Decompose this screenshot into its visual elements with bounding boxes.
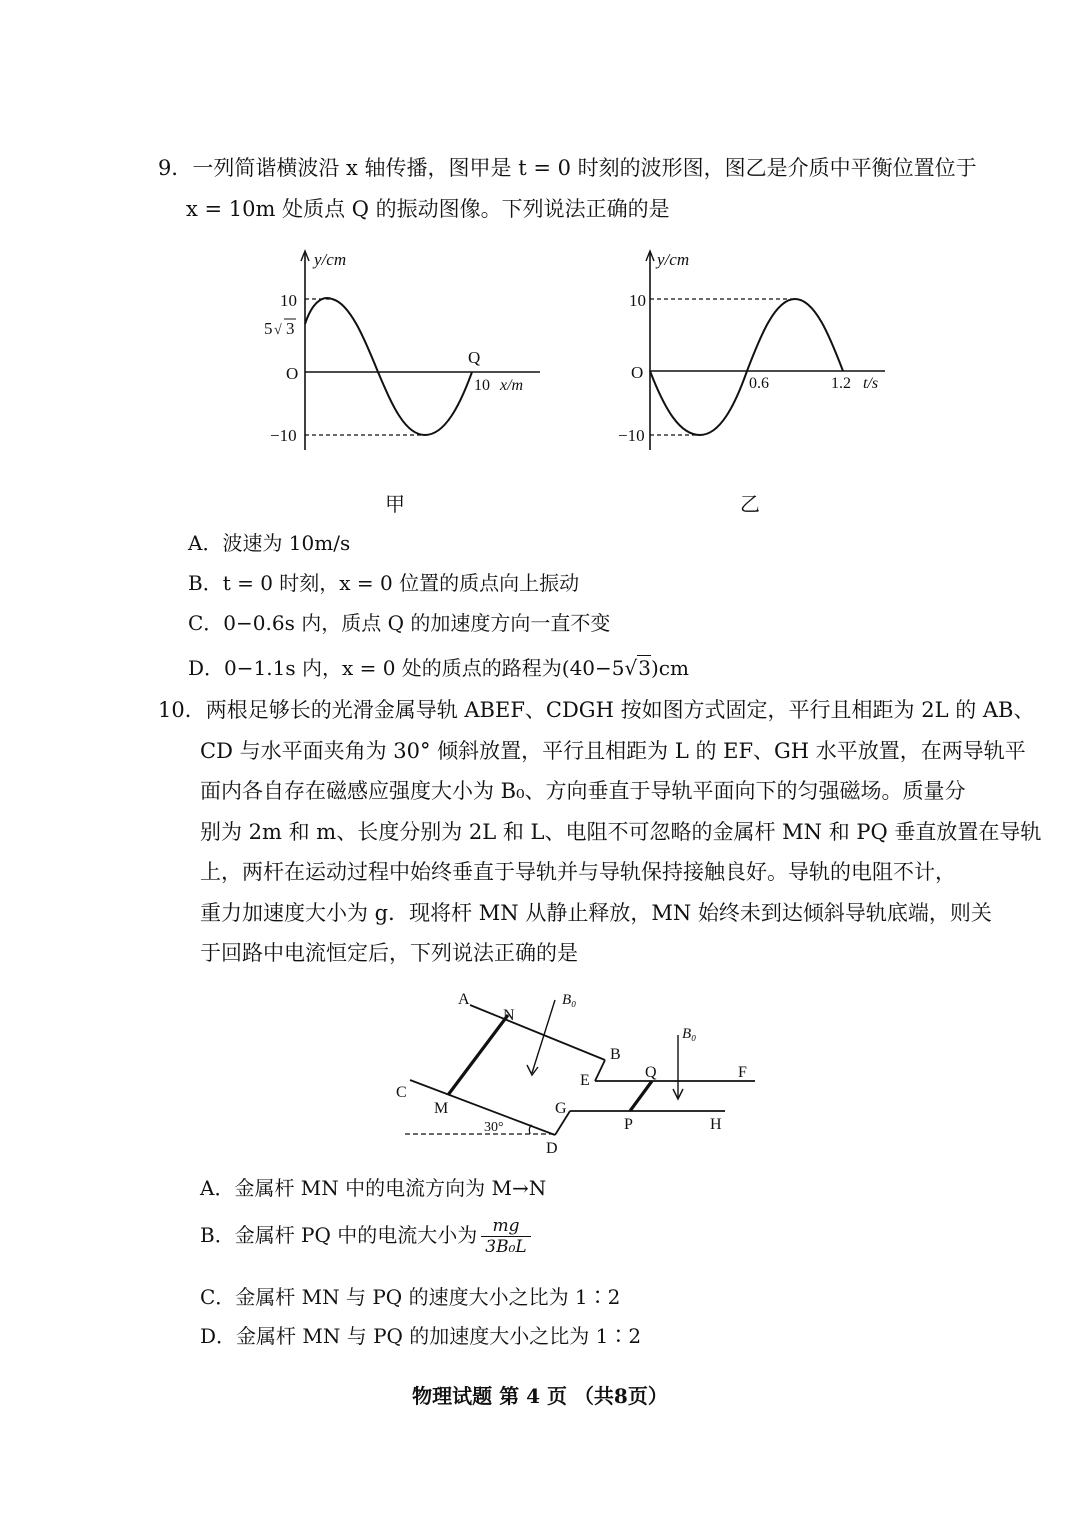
q9-option-b[interactable]: B．t = 0 时刻，x = 0 位置的质点向上振动 [188,571,580,595]
caption-jia: 甲 [385,492,405,516]
q10-stem-line4: 别为 2m 和 m、长度分别为 2L 和 L、电阻不可忽略的金属杆 MN 和 PQ 垂直放置在导轨 [200,820,1042,844]
q10-stem-line2: CD 与水平面夹角为 30° 倾斜放置，平行且相距为 L 的 EF、GH 水平放置，在两导轨平 [200,739,1026,763]
q10-option-d[interactable]: D．金属杆 MN 与 PQ 的加速度大小之比为 1∶2 [200,1324,642,1348]
q10-stem-line3: 面内各自存在磁感应强度大小为 B₀、方向垂直于导轨平面向下的匀强磁场。质量分 [200,779,966,803]
origin-label: O [631,363,644,382]
page-footer: 物理试题 第 4 页 （共8页） [412,1384,668,1408]
label-e: E [580,1072,590,1089]
label-m: M [434,1100,449,1117]
tick-5r3-coef: 5 [264,319,273,338]
label-c: C [396,1084,407,1101]
q10-option-b[interactable]: B．金属杆 PQ 中的电流大小为 $\frac{mg}{\text{3B₀L}}$ [200,1216,531,1257]
tick-12: 1.2 [831,375,851,392]
tick-x10: 10 [474,377,490,394]
rod-pq [630,1081,652,1111]
tick-10: 10 [629,291,646,310]
origin-label: O [286,364,299,383]
q9-stem-line1: 9．一列简谐横波沿 x 轴传播，图甲是 t = 0 时刻的波形图，图乙是介质中平衡位置位于 [158,156,977,180]
caption-yi: 乙 [740,492,760,516]
wave-curve-jia [305,298,472,435]
tick-5r3-rad: 3 [286,319,295,338]
label-angle: 30° [484,1120,504,1135]
tick-06: 0.6 [749,375,769,392]
wave-graph-jia [250,245,550,460]
label-b: B [610,1046,621,1063]
svg-text:√: √ [274,323,282,338]
label-g: G [555,1100,567,1117]
tick-10: 10 [280,291,297,310]
q9-option-d[interactable]: D．0−1.1s 内，x = 0 处的质点的路程为(40−5√3)cm [188,656,689,680]
rail-diagram [390,985,780,1160]
tick-m10: −10 [618,426,645,445]
t-axis-label: t/s [863,375,879,392]
label-b0-right: B₀ [682,1026,697,1042]
fraction: $\frac{mg}{\text{3B₀L}}$ [481,1216,530,1257]
vibration-curve-yi [650,299,843,435]
y-axis-label: y/cm [657,250,690,269]
q10-stem-line5: 上，两杆在运动过程中始终垂直于导轨并与导轨保持接触良好。导轨的电阻不计， [200,860,956,884]
q9-option-a[interactable]: A．波速为 10m/s [188,531,351,555]
label-f: F [738,1064,747,1081]
vibration-graph-yi [615,245,905,460]
label-p: P [624,1116,633,1133]
tick-m10: −10 [270,426,297,445]
q9-stem-line2: x = 10m 处质点 Q 的振动图像。下列说法正确的是 [186,197,670,221]
x-axis-label: x/m [500,377,524,394]
q10-stem-line7: 于回路中电流恒定后，下列说法正确的是 [200,941,578,965]
q10-stem-line6: 重力加速度大小为 g．现将杆 MN 从静止释放，MN 始终未到达倾斜导轨底端，则关 [200,901,992,925]
q10-stem-line1: 10．两根足够长的光滑金属导轨 ABEF、CDGH 按如图方式固定，平行且相距为 2L 的 AB、 [158,698,1035,722]
label-n: N [503,1007,515,1024]
label-q: Q [645,1064,657,1081]
label-d: D [546,1140,558,1157]
rod-mn [448,1015,508,1095]
q10-option-a[interactable]: A．金属杆 MN 中的电流方向为 M→N [200,1176,547,1200]
label-a: A [458,991,470,1008]
y-axis-label: y/cm [314,250,347,269]
q10-option-c[interactable]: C．金属杆 MN 与 PQ 的速度大小之比为 1∶2 [200,1285,621,1309]
label-h: H [710,1116,722,1133]
q9-option-c[interactable]: C．0−0.6s 内，质点 Q 的加速度方向一直不变 [188,611,611,635]
point-q-label: Q [468,348,481,367]
label-b0-left: B₀ [562,992,577,1008]
